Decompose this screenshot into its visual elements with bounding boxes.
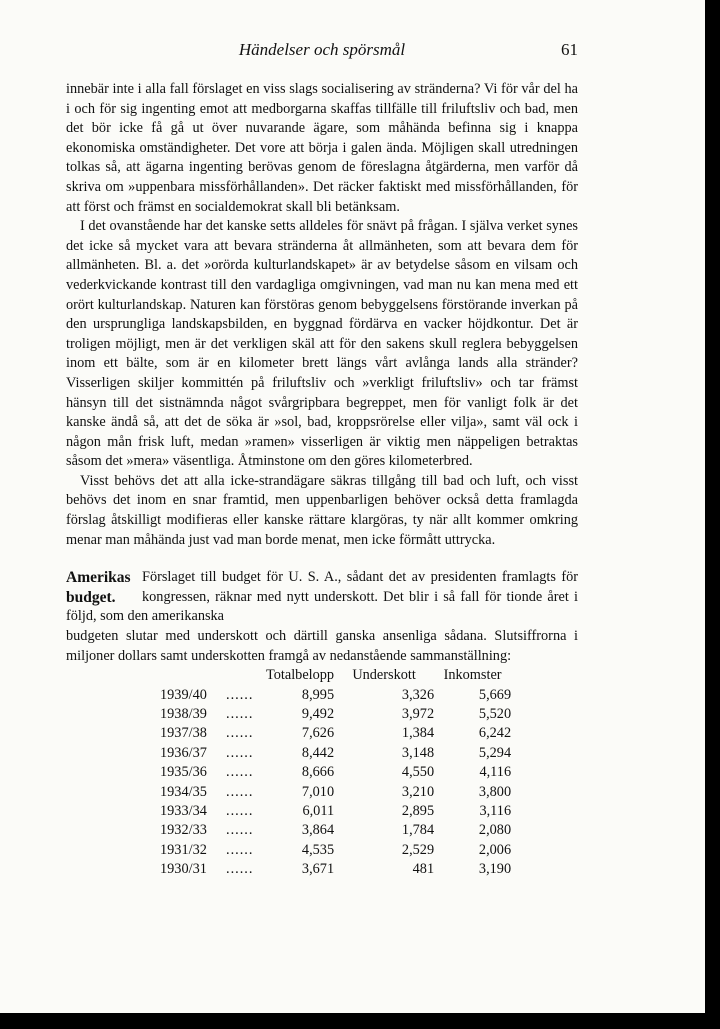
- deficit-cell: 4,550: [401, 764, 435, 781]
- year-cell: 1931/32: [160, 841, 207, 858]
- income-cell: 5,520: [478, 706, 512, 723]
- deficit-cell: 2,529: [401, 841, 435, 858]
- total-cell: 7,626: [301, 725, 335, 742]
- table-row: [160, 724, 511, 743]
- income-cell: 4,116: [479, 764, 512, 781]
- year-cell: 1932/33: [160, 822, 207, 839]
- year-cell: 1933/34: [160, 803, 207, 820]
- column-header-income: Inkomster: [443, 667, 502, 684]
- total-cell: 8,995: [301, 686, 335, 703]
- total-cell: 9,492: [301, 706, 335, 723]
- total-cell: 4,535: [301, 841, 335, 858]
- body-text: [66, 80, 578, 880]
- paragraph: Visst behövs det att alla icke-strandägare säkras tillgång till bad och luft, och visst behövs det inom en snar framtid, men uppenbarligen behöver också detta framlagda förslag åtskilligt modifieras eller kanske rättare klargöras, ty när allt kommer omkring menar man måhända just vad man borde menat, men icke förmått uttrycka.: [66, 472, 578, 548]
- deficit-cell: 3,210: [401, 783, 435, 800]
- table-row: [160, 802, 511, 821]
- leader-dots: ......: [226, 706, 254, 723]
- page-number: 61: [561, 40, 578, 59]
- year-cell: 1938/39: [160, 706, 207, 723]
- leader-dots: ......: [226, 725, 254, 742]
- section-paragraph-continued: budgeten slutar med underskott och därtill ganska ansenliga sådana. Slutsiffrorna i miljoner dollars samt underskotten framgå av nedanstående sammanställning:: [66, 628, 578, 664]
- income-cell: 6,242: [478, 725, 512, 742]
- column-header-total: Totalbelopp: [266, 667, 335, 684]
- leader-dots: ......: [226, 686, 254, 703]
- section-heading: [66, 568, 142, 607]
- income-cell: 3,800: [478, 783, 512, 800]
- income-cell: 5,669: [478, 686, 512, 703]
- year-cell: 1937/38: [160, 725, 207, 742]
- table-row: [160, 821, 511, 840]
- leader-dots: ......: [226, 744, 254, 761]
- income-cell: 2,080: [478, 822, 512, 839]
- deficit-cell: 3,326: [401, 686, 435, 703]
- table-body: [160, 686, 511, 880]
- year-cell: 1930/31: [160, 861, 207, 878]
- paragraph: innebär inte i alla fall förslaget en viss slags socialisering av stränderna? Vi för vår del ha i och för sig ingenting emot att medborgarna skaffas tillfälle till friluftsliv och bad, men det bör icke få gå ut över nuvarande ägare, som måhända befinna sig i knappa ekonomiska omständigheter. Det vore att börja i galen ända. Möjligen skall utredningen tolkas så, att ägarna ingenting berövas genom de föreslagna åtgärderna, men varför då skriva om »uppenbara missförhållanden». Det räcker faktiskt med missförhållanden, för att först och främst en socialdemokrat skall bli betänksam.: [66, 81, 578, 215]
- year-cell: 1934/35: [160, 783, 207, 800]
- deficit-cell: 481: [412, 861, 435, 878]
- leader-dots: ......: [226, 861, 254, 878]
- table-row: [160, 705, 511, 724]
- income-cell: 2,006: [478, 841, 512, 858]
- table-row: [160, 744, 511, 763]
- leader-dots: ......: [226, 822, 254, 839]
- section-amerikas-budget: [66, 568, 578, 666]
- table-row: [160, 763, 511, 782]
- total-cell: 3,671: [301, 861, 335, 878]
- deficit-cell: 1,784: [401, 822, 435, 839]
- table-row: [160, 841, 511, 860]
- year-cell: 1935/36: [160, 764, 207, 781]
- section-paragraph-start: Förslaget till budget för U. S. A., sådant det av presidenten framlagts för kongressen, räknar med nytt underskott. Det blir i så fall för tionde året i följd, som den amerikanska: [66, 569, 578, 625]
- paragraph: I det ovanstående har det kanske setts alldeles för snävt på frågan. I själva verket synes det icke så mycket vara att bevara stränderna åt allmänheten, som att bevara dem för allmänheten. Bl. a. det »orörda kulturlandskapet» är av betydelse såsom en vilsam och vederkvickande kontrast till den vardagliga omgivningen, vad man nu kan mena med ett orört kulturlandskap. Naturen kan förstöras genom bebyggelsens förstörande inverkan på den ursprungliga landskapsbilden, en byggnad fördärva en vacker höjdkontur. Det är troligen möjligt, men är det verkligen skäl att för den sakens skull reglera bebyggelsen inom ett bälte, som är en kilometer brett längs vårt avlånga lands alla stränder? Visserligen skiljer kommittén på friluftsliv och »verkligt friluftsliv» och tar främst hänsyn till det sistnämnda något svårgripbara begreppet, men för vanligt folk är det kanske ändå så, att det de söka är »sol, bad, kroppsrörelse eller vilja», samt väl ock i någon mån frisk luft, medan »ramen» visserligen är viktig men näppeligen betraktas såsom det »mera» väsentliga. Åtminstone om den göres kilometerbred.: [66, 218, 578, 470]
- section-heading-line: budget.: [66, 588, 116, 606]
- leader-dots: ......: [226, 764, 254, 781]
- total-cell: 6,011: [302, 803, 335, 820]
- deficit-cell: 1,384: [401, 725, 435, 742]
- column-header-deficit: Underskott: [352, 667, 416, 684]
- leader-dots: ......: [226, 783, 254, 800]
- year-cell: 1939/40: [160, 686, 207, 703]
- budget-table: [160, 666, 511, 879]
- section-heading-line: Amerikas: [66, 569, 131, 587]
- total-cell: 3,864: [301, 822, 335, 839]
- table-row: [160, 783, 511, 802]
- income-cell: 3,116: [479, 803, 512, 820]
- page-header: [66, 40, 578, 62]
- total-cell: 8,666: [301, 764, 335, 781]
- leader-dots: ......: [226, 803, 254, 820]
- deficit-cell: 2,895: [401, 803, 435, 820]
- total-cell: 8,442: [301, 744, 335, 761]
- leader-dots: ......: [226, 841, 254, 858]
- deficit-cell: 3,148: [401, 744, 435, 761]
- table-header-row: [160, 666, 511, 685]
- table-row: [160, 860, 511, 879]
- total-cell: 7,010: [301, 783, 335, 800]
- income-cell: 5,294: [478, 744, 512, 761]
- running-title: Händelser och spörsmål: [238, 40, 406, 59]
- income-cell: 3,190: [478, 861, 512, 878]
- deficit-cell: 3,972: [401, 706, 435, 723]
- table-row: [160, 686, 511, 705]
- year-cell: 1936/37: [160, 744, 207, 761]
